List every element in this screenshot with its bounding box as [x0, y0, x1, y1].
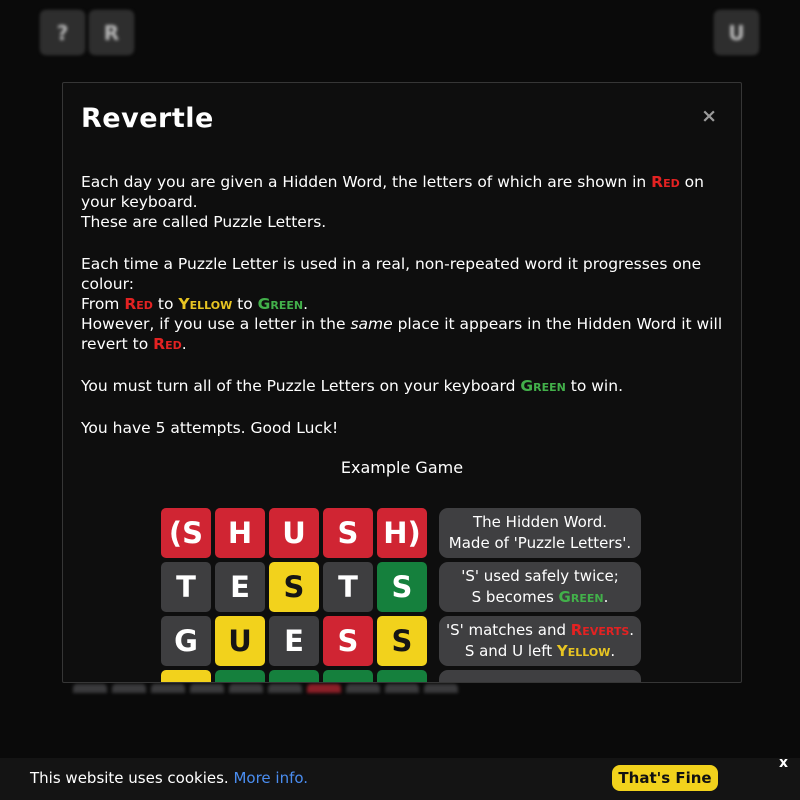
example-row [81, 616, 723, 666]
keyboard-key[interactable] [268, 684, 302, 693]
keyboard-key[interactable] [346, 684, 380, 693]
modal-body [63, 172, 741, 683]
letter-tile: S [269, 562, 319, 612]
cookie-close-icon[interactable]: x [778, 755, 788, 771]
letter-tile: S [323, 508, 373, 558]
tile-row [161, 670, 427, 683]
example-grid [81, 508, 723, 683]
keyboard-key[interactable] [307, 684, 341, 693]
letter-tile: H) [377, 508, 427, 558]
keyboard-key[interactable] [151, 684, 185, 693]
keyboard-key[interactable] [112, 684, 146, 693]
example-annotation: The Hidden Word. Made of 'Puzzle Letters'. [439, 508, 641, 558]
help-button[interactable]: ? [40, 10, 85, 55]
example-row [81, 670, 723, 683]
background-keyboard [73, 684, 458, 693]
instructions-paragraph: Each time a Puzzle Letter is used in a real, non-repeated word it progresses one colour: From Red to Yellow to Green. However, if you use a letter in the same place it appears in the Hidden Word it will revert to Red. [81, 255, 723, 353]
letter-tile: H [215, 508, 265, 558]
example-row [81, 562, 723, 612]
cookie-message [30, 769, 308, 787]
letter-tile: E [269, 616, 319, 666]
letter-tile: S [377, 616, 427, 666]
user-button[interactable]: U [714, 10, 759, 55]
keyboard-key[interactable] [229, 684, 263, 693]
letter-tile [377, 670, 427, 683]
cookie-accept-button[interactable]: That's Fine [612, 765, 718, 791]
example-row [81, 508, 723, 558]
instructions-paragraph: You must turn all of the Puzzle Letters on your keyboard Green to win. [81, 377, 623, 395]
letter-tile: U [269, 508, 319, 558]
close-icon[interactable]: × [701, 105, 717, 127]
cookie-more-info-link[interactable]: More info. [233, 769, 309, 787]
tile-row [161, 562, 427, 612]
letter-tile [269, 670, 319, 683]
letter-tile: S [323, 616, 373, 666]
tile-row [161, 616, 427, 666]
letter-tile [215, 670, 265, 683]
modal-header [63, 83, 741, 134]
example-annotation [439, 670, 641, 683]
letter-tile [323, 670, 373, 683]
letter-tile: G [161, 616, 211, 666]
modal-title: Revertle [81, 103, 214, 134]
reset-button[interactable]: R [89, 10, 134, 55]
example-annotation: 'S' matches and Reverts. S and U left Yellow. [439, 616, 641, 666]
instructions-paragraph: Each day you are given a Hidden Word, the letters of which are shown in Red on your keyboard. These are called Puzzle Letters. [81, 173, 704, 231]
letter-tile: U [215, 616, 265, 666]
keyboard-key[interactable] [190, 684, 224, 693]
cookie-message-text: This website uses cookies. [30, 769, 234, 787]
letter-tile: E [215, 562, 265, 612]
letter-tile: T [161, 562, 211, 612]
example-game-title: Example Game [340, 458, 464, 477]
letter-tile: (S [161, 508, 211, 558]
example-annotation: 'S' used safely twice; S becomes Green. [439, 562, 641, 612]
keyboard-key[interactable] [385, 684, 419, 693]
cookie-banner [0, 755, 800, 800]
letter-tile: T [323, 562, 373, 612]
letter-tile: S [377, 562, 427, 612]
keyboard-key[interactable] [73, 684, 107, 693]
instructions-paragraph: You have 5 attempts. Good Luck! [81, 419, 339, 437]
letter-tile [161, 670, 211, 683]
help-modal [62, 82, 742, 683]
keyboard-key[interactable] [424, 684, 458, 693]
tile-row [161, 508, 427, 558]
